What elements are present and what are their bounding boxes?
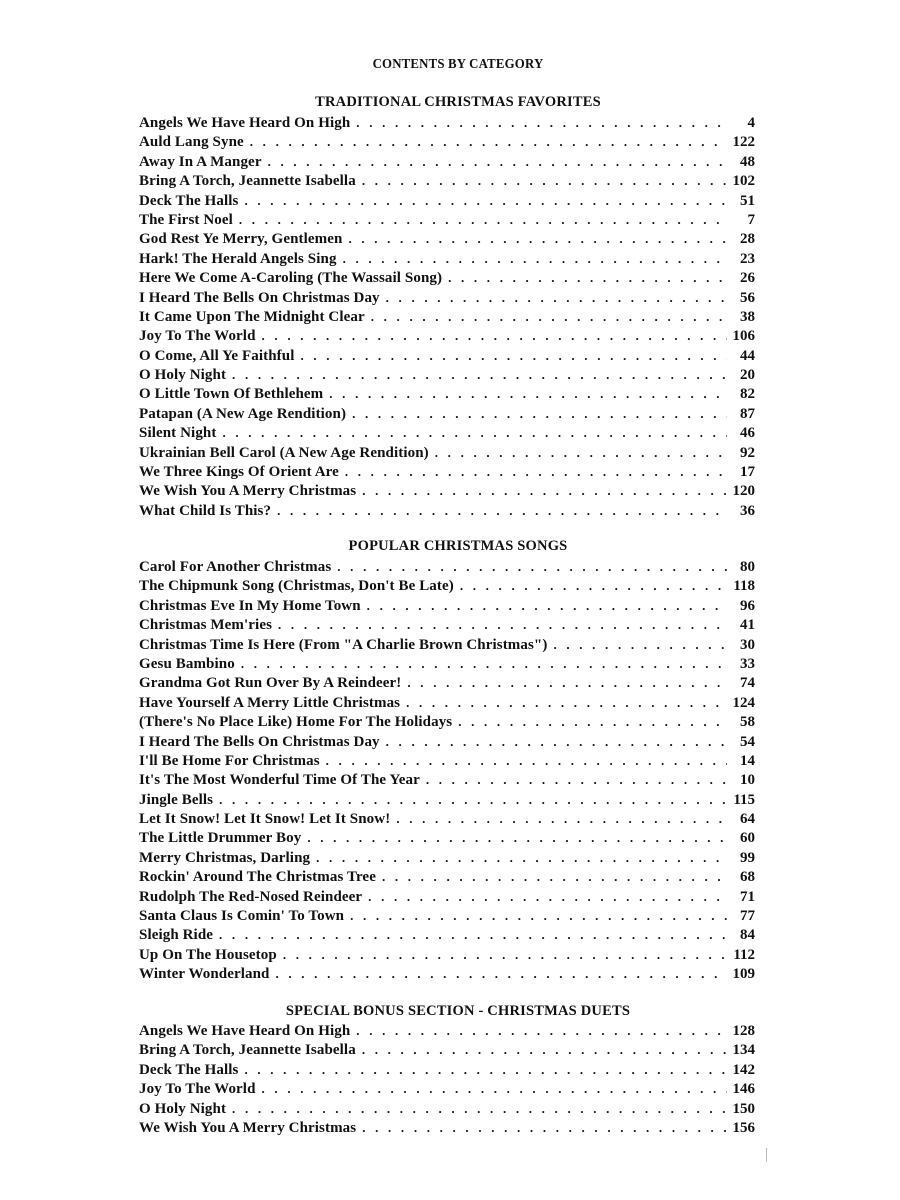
toc-entry-title: Away In A Manger xyxy=(139,153,262,170)
toc-entry xyxy=(139,171,755,190)
toc-entry-title: Silent Night xyxy=(139,425,217,442)
toc-entry-page-number: 56 xyxy=(740,289,755,306)
toc-entry xyxy=(139,443,755,462)
toc-entry-title: Patapan (A New Age Rendition) xyxy=(139,405,347,422)
toc-entry xyxy=(139,887,755,906)
toc-entry-page-number: 80 xyxy=(740,559,755,575)
toc-entry xyxy=(139,132,755,151)
toc-entry-title: Joy To The World xyxy=(139,1081,256,1098)
toc-entry xyxy=(139,249,755,268)
dot-leader xyxy=(226,1099,727,1118)
dot-leader xyxy=(337,249,727,268)
section-heading-duets: SPECIAL BONUS SECTION - CHRISTMAS DUETS xyxy=(285,1003,631,1019)
toc-entry-page-number: 23 xyxy=(740,250,755,267)
toc-entry xyxy=(139,673,755,692)
toc-entry-page-number: 102 xyxy=(732,173,755,190)
toc-entry-page-number: 124 xyxy=(732,694,755,711)
toc-entry-title: O Little Town Of Bethlehem xyxy=(139,386,324,403)
dot-leader xyxy=(320,751,727,770)
toc-entry-title: Ukrainian Bell Carol (A New Age Rendition) xyxy=(139,444,429,461)
section-heading-popular: POPULAR CHRISTMAS SONGS xyxy=(348,538,568,554)
toc-entry-page-number: 120 xyxy=(732,483,755,500)
toc-entry xyxy=(139,113,755,132)
toc-entry-title: The Little Drummer Boy xyxy=(139,830,302,847)
toc-entry xyxy=(139,693,755,712)
toc-entry-page-number: 82 xyxy=(740,386,755,403)
dot-leader xyxy=(356,171,727,190)
toc-entry-page-number: 92 xyxy=(740,444,755,461)
toc-entry-page-number: 115 xyxy=(733,791,755,808)
dot-leader xyxy=(380,732,727,751)
toc-entry xyxy=(139,809,755,828)
toc-entry-page-number: 20 xyxy=(740,367,755,384)
scan-mark xyxy=(766,1148,767,1162)
dot-leader xyxy=(356,481,727,500)
toc-entry xyxy=(139,404,755,423)
toc-entry xyxy=(139,712,755,731)
toc-entry xyxy=(139,326,755,345)
toc-entry-page-number: 44 xyxy=(740,347,755,364)
dot-leader xyxy=(331,557,727,576)
toc-entry-title: Up On The Housetop xyxy=(139,946,277,963)
toc-entry-page-number: 38 xyxy=(740,308,755,325)
toc-entry xyxy=(139,229,755,248)
dot-leader xyxy=(362,887,727,906)
toc-entry-page-number: 4 xyxy=(747,115,755,131)
dot-leader xyxy=(256,326,727,345)
toc-entry-title: Joy To The World xyxy=(139,328,256,345)
toc-entry-title: O Holy Night xyxy=(139,1100,227,1117)
toc-entry-page-number: 99 xyxy=(740,849,755,866)
dot-leader xyxy=(213,790,727,809)
toc-entry-title: Santa Claus Is Comin' To Town xyxy=(139,908,345,925)
toc-entry-page-number: 112 xyxy=(733,946,755,963)
toc-entry-title: O Come, All Ye Faithful xyxy=(139,347,295,364)
toc-entry-title: We Wish You A Merry Christmas xyxy=(139,483,357,500)
dot-leader xyxy=(238,191,727,210)
toc-entry-title: What Child Is This? xyxy=(139,502,272,519)
toc-list-popular xyxy=(139,557,755,984)
dot-leader xyxy=(301,828,727,847)
toc-entry-title: I'll Be Home For Christmas xyxy=(139,752,320,769)
section-heading-traditional: TRADITIONAL CHRISTMAS FAVORITES xyxy=(315,94,601,110)
toc-entry-title: (There's No Place Like) Home For The Holidays xyxy=(139,714,453,731)
dot-leader xyxy=(365,307,727,326)
page-title: CONTENTS BY CATEGORY xyxy=(372,56,544,71)
toc-list-duets xyxy=(139,1021,755,1137)
toc-entry-title: Gesu Bambino xyxy=(139,655,235,672)
toc-entry xyxy=(139,346,755,365)
toc-entry-title: Sleigh Ride xyxy=(139,927,214,944)
dot-leader xyxy=(346,404,727,423)
toc-entry xyxy=(139,1118,755,1137)
toc-entry-title: Here We Come A-Caroling (The Wassail Song) xyxy=(139,270,443,287)
dot-leader xyxy=(454,576,727,595)
toc-entry-title: Angels We Have Heard On High xyxy=(139,115,351,131)
dot-leader xyxy=(226,365,727,384)
toc-entry xyxy=(139,288,755,307)
toc-entry xyxy=(139,596,755,615)
toc-entry-title: Merry Christmas, Darling xyxy=(139,849,311,866)
dot-leader xyxy=(390,809,727,828)
toc-entry xyxy=(139,576,755,595)
toc-entry-title: Auld Lang Syne xyxy=(139,134,244,151)
dot-leader xyxy=(361,596,727,615)
toc-entry-title: Jingle Bells xyxy=(139,791,214,808)
toc-entry-page-number: 118 xyxy=(733,578,755,595)
toc-entry-page-number: 36 xyxy=(740,502,755,519)
toc-entry-page-number: 41 xyxy=(740,617,755,634)
toc-entry xyxy=(139,1099,755,1118)
dot-leader xyxy=(272,615,727,634)
toc-entry xyxy=(139,848,755,867)
toc-entry-page-number: 64 xyxy=(740,811,755,828)
toc-entry xyxy=(139,867,755,886)
dot-leader xyxy=(420,770,727,789)
toc-entry xyxy=(139,384,755,403)
toc-entry xyxy=(139,751,755,770)
dot-leader xyxy=(310,848,727,867)
toc-entry-page-number: 106 xyxy=(732,328,755,345)
toc-entry-title: We Wish You A Merry Christmas xyxy=(139,1119,357,1136)
toc-entry-page-number: 84 xyxy=(740,927,755,944)
dot-leader xyxy=(271,501,727,520)
toc-entry xyxy=(139,1079,755,1098)
toc-entry-title: The First Noel xyxy=(139,211,233,228)
toc-entry xyxy=(139,654,755,673)
toc-entry-page-number: 33 xyxy=(740,655,755,672)
dot-leader xyxy=(401,673,727,692)
toc-entry-title: God Rest Ye Merry, Gentlemen xyxy=(139,231,343,248)
dot-leader xyxy=(376,867,727,886)
toc-entry xyxy=(139,906,755,925)
toc-entry-page-number: 96 xyxy=(740,597,755,614)
toc-entry xyxy=(139,770,755,789)
toc-entry xyxy=(139,925,755,944)
toc-entry-page-number: 7 xyxy=(747,211,755,228)
toc-entry-title: I Heard The Bells On Christmas Day xyxy=(139,289,380,306)
toc-entry xyxy=(139,481,755,500)
toc-entry-page-number: 60 xyxy=(740,830,755,847)
toc-entry-page-number: 58 xyxy=(740,714,755,731)
toc-entry-title: It's The Most Wonderful Time Of The Year xyxy=(139,772,420,789)
toc-entry-page-number: 46 xyxy=(740,425,755,442)
toc-entry xyxy=(139,615,755,634)
dot-leader xyxy=(350,1021,727,1040)
toc-entry-title: I Heard The Bells On Christmas Day xyxy=(139,733,380,750)
toc-entry-title: Christmas Mem'ries xyxy=(139,617,273,634)
toc-entry xyxy=(139,828,755,847)
toc-entry-title: Rudolph The Red-Nosed Reindeer xyxy=(139,888,363,905)
toc-entry xyxy=(139,501,755,520)
dot-leader xyxy=(238,1060,727,1079)
toc-entry-page-number: 68 xyxy=(740,869,755,886)
toc-entry xyxy=(139,423,755,442)
toc-entry-title: It Came Upon The Midnight Clear xyxy=(139,308,365,325)
dot-leader xyxy=(277,945,727,964)
toc-entry-title: Deck The Halls xyxy=(139,1061,239,1078)
dot-leader xyxy=(216,423,727,442)
toc-entry-title: Angels We Have Heard On High xyxy=(139,1023,351,1039)
toc-entry xyxy=(139,945,755,964)
toc-entry-title: Rockin' Around The Christmas Tree xyxy=(139,869,376,886)
toc-entry-page-number: 77 xyxy=(740,908,755,925)
toc-entry xyxy=(139,1040,755,1059)
toc-entry xyxy=(139,307,755,326)
dot-leader xyxy=(344,906,727,925)
toc-entry-page-number: 142 xyxy=(732,1061,755,1078)
toc-entry xyxy=(139,365,755,384)
toc-entry-title: Bring A Torch, Jeannette Isabella xyxy=(139,173,356,190)
toc-entry xyxy=(139,462,755,481)
toc-entry-page-number: 150 xyxy=(732,1100,755,1117)
dot-leader xyxy=(350,113,727,132)
toc-entry-page-number: 87 xyxy=(740,405,755,422)
dot-leader xyxy=(429,443,727,462)
toc-entry-title: Have Yourself A Merry Little Christmas xyxy=(139,694,401,711)
dot-leader xyxy=(262,152,727,171)
toc-entry-page-number: 128 xyxy=(732,1023,755,1039)
toc-entry-title: We Three Kings Of Orient Are xyxy=(139,464,339,481)
dot-leader xyxy=(442,268,727,287)
dot-leader xyxy=(233,210,727,229)
toc-entry-page-number: 30 xyxy=(740,636,755,653)
toc-entry-title: Winter Wonderland xyxy=(139,966,270,983)
toc-entry-page-number: 26 xyxy=(740,270,755,287)
dot-leader xyxy=(452,712,727,731)
toc-entry-title: Christmas Eve In My Home Town xyxy=(139,597,361,614)
toc-entry xyxy=(139,268,755,287)
dot-leader xyxy=(244,132,727,151)
toc-entry-page-number: 71 xyxy=(740,888,755,905)
toc-entry-title: Deck The Halls xyxy=(139,192,239,209)
dot-leader xyxy=(547,635,727,654)
toc-entry-page-number: 48 xyxy=(740,153,755,170)
toc-entry-page-number: 28 xyxy=(740,231,755,248)
toc-entry xyxy=(139,635,755,654)
dot-leader xyxy=(339,462,727,481)
dot-leader xyxy=(213,925,727,944)
toc-entry-title: Grandma Got Run Over By A Reindeer! xyxy=(139,675,402,692)
dot-leader xyxy=(235,654,727,673)
toc-entry-title: Bring A Torch, Jeannette Isabella xyxy=(139,1042,356,1059)
toc-entry xyxy=(139,732,755,751)
toc-entry-page-number: 51 xyxy=(740,192,755,209)
dot-leader xyxy=(356,1118,727,1137)
toc-entry-page-number: 109 xyxy=(732,966,755,983)
toc-entry-page-number: 146 xyxy=(732,1081,755,1098)
dot-leader xyxy=(380,288,727,307)
toc-entry-title: O Holy Night xyxy=(139,367,227,384)
toc-entry-page-number: 134 xyxy=(732,1042,755,1059)
toc-entry xyxy=(139,964,755,983)
toc-entry-title: Hark! The Herald Angels Sing xyxy=(139,250,337,267)
dot-leader xyxy=(356,1040,727,1059)
toc-list-traditional xyxy=(139,113,755,520)
toc-entry-page-number: 10 xyxy=(740,772,755,789)
dot-leader xyxy=(342,229,727,248)
dot-leader xyxy=(323,384,727,403)
toc-entry xyxy=(139,210,755,229)
toc-entry-title: Christmas Time Is Here (From "A Charlie Brown Christmas") xyxy=(139,636,548,653)
toc-entry-page-number: 122 xyxy=(732,134,755,151)
toc-entry-title: Let It Snow! Let It Snow! Let It Snow! xyxy=(139,811,391,828)
dot-leader xyxy=(256,1079,727,1098)
toc-entry-page-number: 14 xyxy=(740,752,755,769)
toc-entry-page-number: 156 xyxy=(732,1119,755,1136)
toc-entry xyxy=(139,557,755,576)
toc-entry xyxy=(139,1060,755,1079)
toc-entry-title: The Chipmunk Song (Christmas, Don't Be Late) xyxy=(139,578,454,595)
toc-entry xyxy=(139,790,755,809)
dot-leader xyxy=(269,964,727,983)
toc-entry-title: Carol For Another Christmas xyxy=(139,559,332,575)
toc-entry xyxy=(139,1021,755,1040)
toc-entry xyxy=(139,152,755,171)
toc-entry-page-number: 17 xyxy=(740,464,755,481)
dot-leader xyxy=(295,346,728,365)
toc-entry-page-number: 54 xyxy=(740,733,755,750)
dot-leader xyxy=(400,693,727,712)
toc-entry xyxy=(139,191,755,210)
toc-entry-page-number: 74 xyxy=(740,675,755,692)
